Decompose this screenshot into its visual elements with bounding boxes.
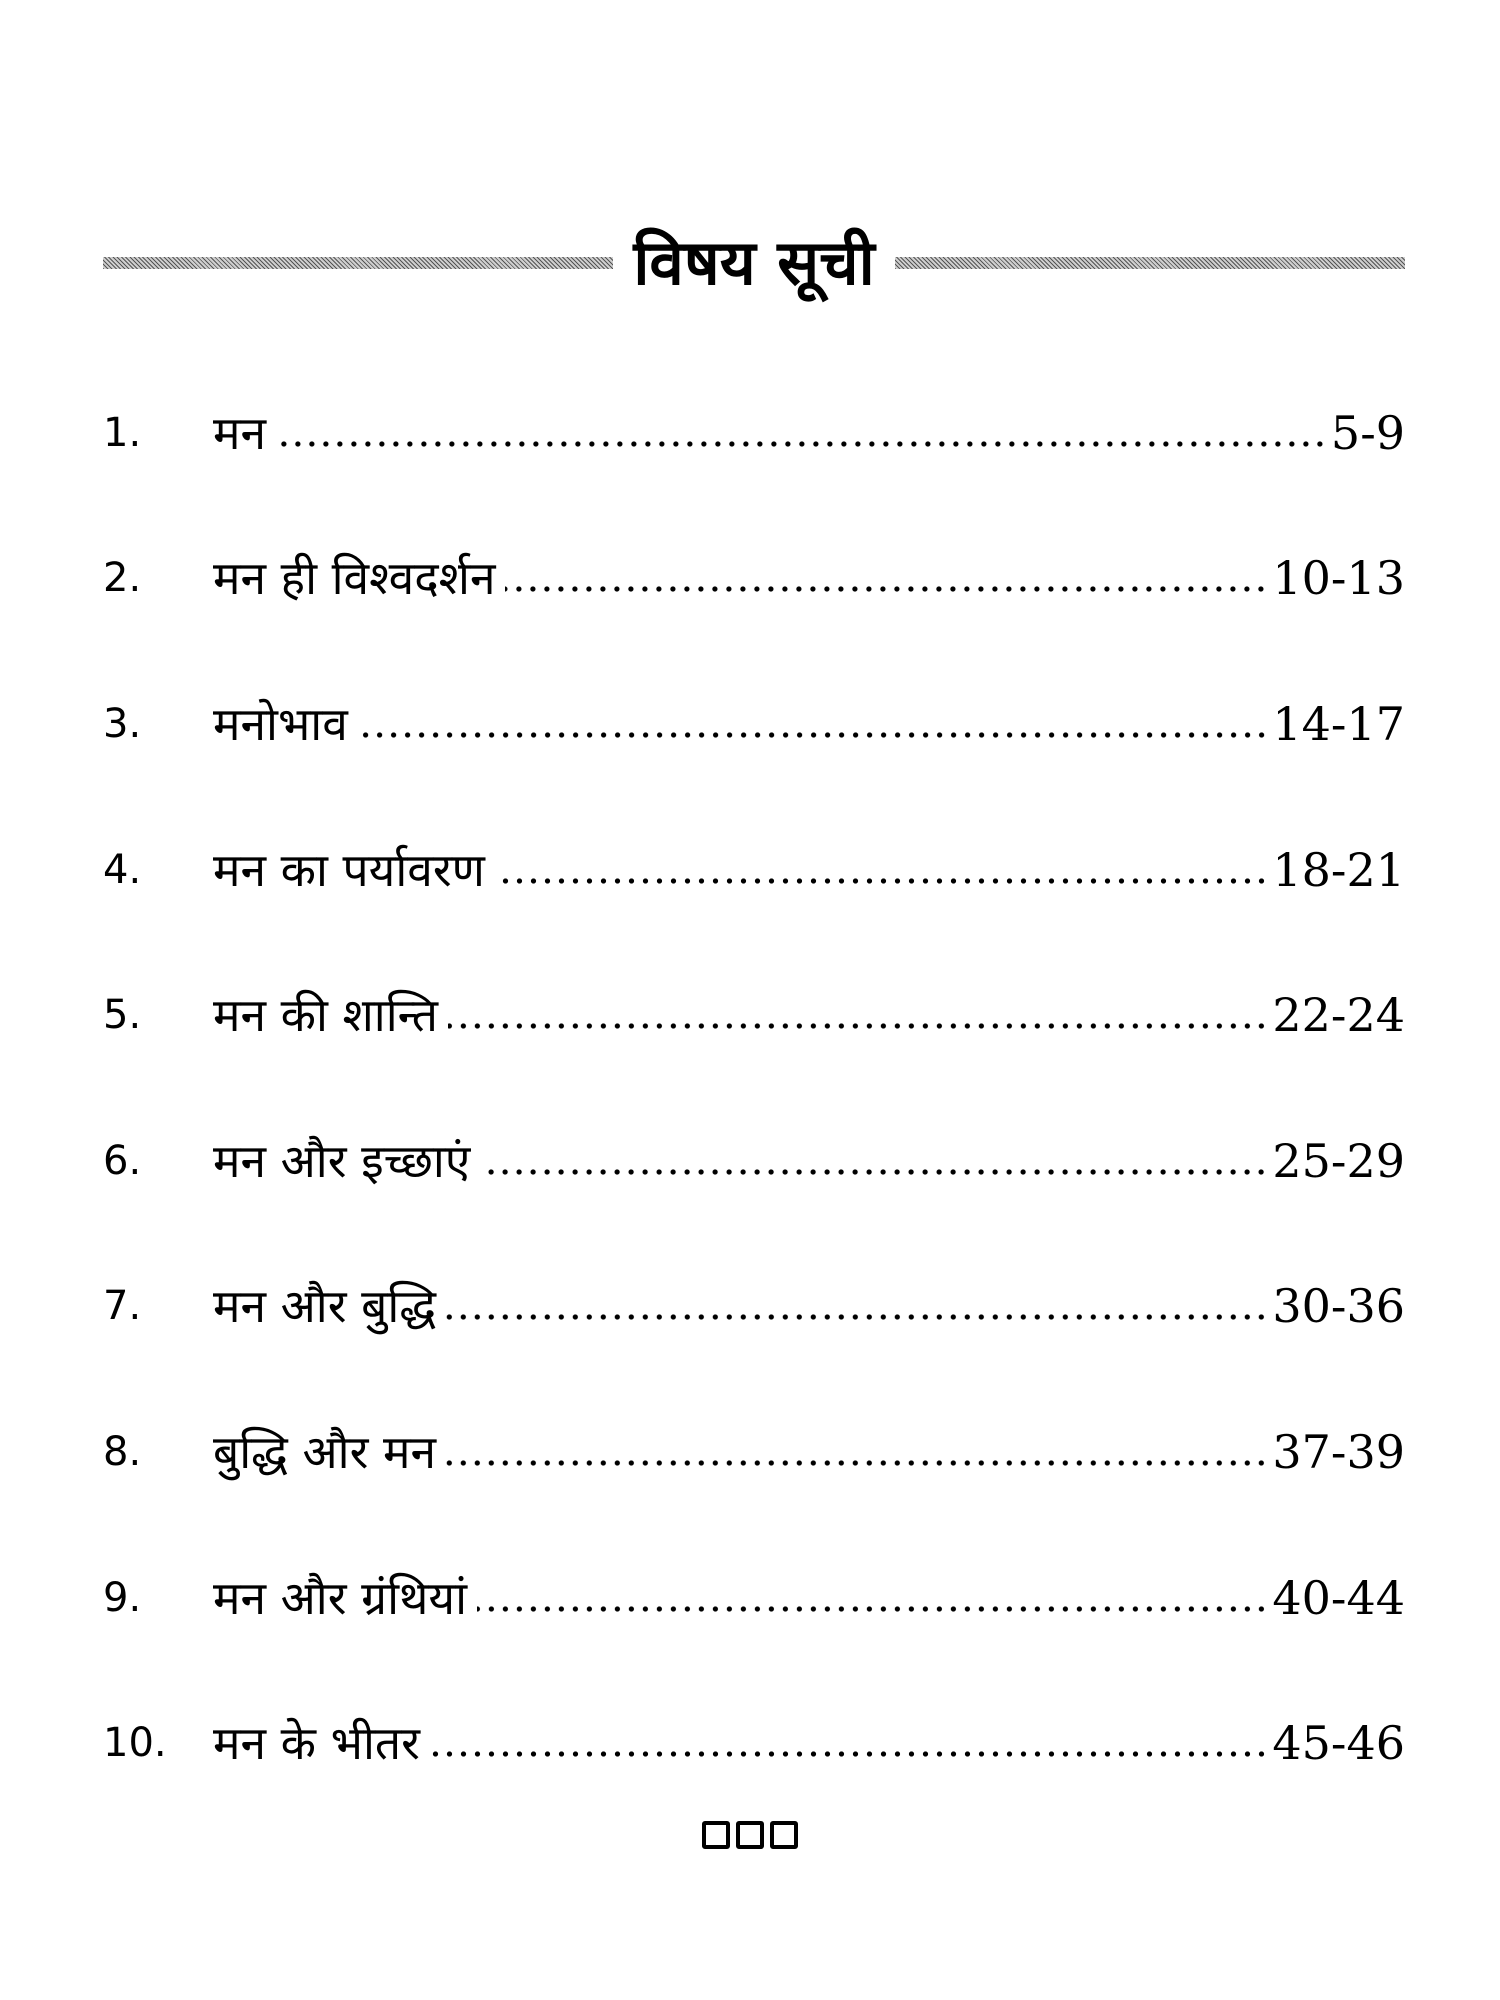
toc-entry-title: मन और ग्रंथियां: [213, 1570, 468, 1625]
toc-entry: [103, 651, 1405, 797]
toc-entry-pages: 40-44: [1272, 1570, 1405, 1625]
toc-entry-pages: 5-9: [1330, 405, 1405, 460]
toc-entry: [103, 1379, 1405, 1525]
table-of-contents: [103, 360, 1405, 1816]
page-title: विषय सूची: [633, 226, 875, 299]
heading-row: [103, 218, 1405, 308]
dot-leader: [358, 730, 1269, 740]
dot-leader: [430, 1749, 1268, 1759]
toc-entry-title: मन और बुद्धि: [213, 1279, 437, 1334]
toc-entry-title: मन के भीतर: [213, 1716, 420, 1771]
toc-entry: [103, 1525, 1405, 1671]
toc-entry-pages: 30-36: [1272, 1279, 1405, 1334]
square-icon: [736, 1821, 764, 1849]
toc-entry-pages: 25-29: [1272, 1133, 1405, 1188]
toc-entry-title: बुद्धि और मन: [213, 1424, 437, 1479]
toc-entry: [103, 1234, 1405, 1380]
toc-entry-pages: 45-46: [1272, 1716, 1405, 1771]
square-icon: [770, 1821, 798, 1849]
toc-entry-number: 9.: [103, 1574, 142, 1621]
dot-leader: [480, 1167, 1268, 1177]
dot-leader: [446, 1312, 1268, 1322]
heading-rule-right: [895, 257, 1405, 269]
toc-entry-number: 8.: [103, 1428, 142, 1475]
toc-entry-number: 6.: [103, 1137, 142, 1184]
dot-leader: [505, 584, 1268, 594]
dot-leader: [276, 439, 1327, 449]
toc-entry-number: 2.: [103, 555, 142, 602]
dot-leader: [448, 1021, 1268, 1031]
toc-entry-number: 4.: [103, 846, 142, 893]
dot-leader: [477, 1604, 1268, 1614]
toc-entry-number: 1.: [103, 409, 142, 456]
toc-entry-title: मन: [213, 405, 267, 460]
square-icon: [702, 1821, 730, 1849]
toc-entry: [103, 1670, 1405, 1816]
toc-entry-number: 10.: [103, 1720, 167, 1767]
toc-entry-number: 3.: [103, 700, 142, 747]
dot-leader: [495, 876, 1268, 886]
toc-entry-pages: 22-24: [1272, 988, 1405, 1043]
toc-entry-pages: 18-21: [1272, 842, 1405, 897]
toc-entry-title: मन ही विश्वदर्शन: [213, 551, 496, 606]
dot-leader: [446, 1458, 1268, 1468]
toc-entry-title: मन की शान्ति: [213, 988, 439, 1043]
toc-entry-title: मन का पर्यावरण: [213, 842, 485, 897]
toc-entry-pages: 14-17: [1272, 696, 1405, 751]
toc-entry-title: मन और इच्छाएं: [213, 1133, 471, 1188]
toc-entry: [103, 1088, 1405, 1234]
toc-entry-number: 5.: [103, 992, 142, 1039]
heading-rule-left: [103, 257, 613, 269]
toc-entry-number: 7.: [103, 1283, 142, 1330]
toc-entry-title: मनोभाव: [213, 696, 348, 751]
toc-entry: [103, 942, 1405, 1088]
toc-entry: [103, 506, 1405, 652]
toc-entry: [103, 360, 1405, 506]
end-of-section-mark: [0, 1816, 1500, 1851]
toc-entry: [103, 797, 1405, 943]
toc-entry-pages: 10-13: [1272, 551, 1405, 606]
toc-entry-pages: 37-39: [1272, 1424, 1405, 1479]
